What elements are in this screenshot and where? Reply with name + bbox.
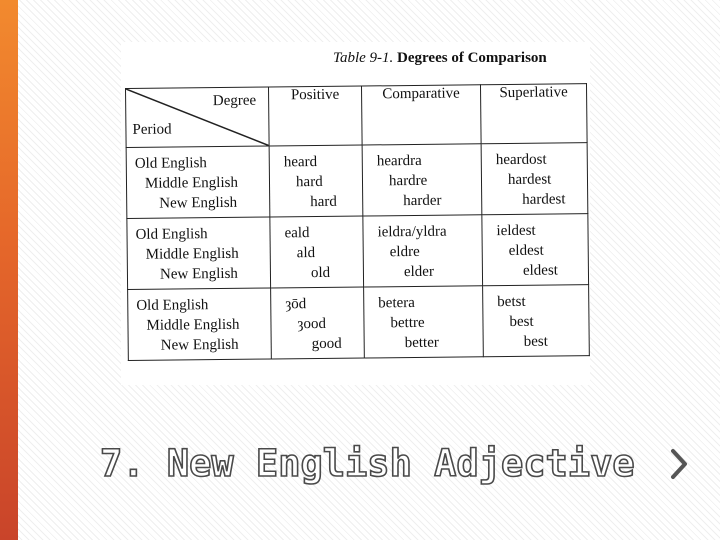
form-value: best xyxy=(523,333,548,350)
form-value: best xyxy=(509,313,534,330)
form-value: hard xyxy=(310,193,337,211)
accent-bar xyxy=(0,0,18,540)
form-value: ieldest xyxy=(496,222,536,240)
form-value: hard xyxy=(295,173,323,191)
form-value: heard xyxy=(283,153,318,171)
form-value: old xyxy=(310,264,331,282)
period-cell xyxy=(126,146,270,218)
form-value: ȝōd xyxy=(285,296,307,313)
scanned-table-image xyxy=(121,42,590,385)
form-value: hardest xyxy=(522,191,566,208)
form-value: ȝood xyxy=(297,315,327,333)
form-value: ieldra/yldra xyxy=(377,223,447,241)
superlative-cell xyxy=(481,143,588,215)
form-value: betst xyxy=(497,293,526,311)
comparison-table xyxy=(125,83,590,361)
comparative-cell xyxy=(364,286,484,358)
form-value: better xyxy=(404,334,439,352)
table-caption-label: Table 9-1. xyxy=(333,50,394,66)
form-value: harder xyxy=(403,192,442,210)
form-value: hardest xyxy=(507,171,552,188)
period-label: New English xyxy=(159,194,238,212)
table-row xyxy=(128,285,590,361)
period-label: New English xyxy=(160,336,239,354)
form-value: eald xyxy=(284,225,310,242)
superlative-cell xyxy=(482,214,589,286)
form-value: betera xyxy=(378,294,415,312)
period-label: Middle English xyxy=(145,245,239,263)
period-label: New English xyxy=(159,265,238,283)
comparative-cell xyxy=(363,215,483,287)
period-label: Old English xyxy=(134,155,207,172)
table-row xyxy=(127,214,589,290)
superlative-cell xyxy=(483,285,590,357)
form-value: eldest xyxy=(522,262,559,279)
column-header-superlative: Superlative xyxy=(480,84,587,144)
period-label: Old English xyxy=(135,226,208,243)
form-value: eldest xyxy=(508,242,544,259)
period-label: Old English xyxy=(136,297,209,314)
comparative-cell xyxy=(362,144,482,216)
form-value: ald xyxy=(296,245,316,262)
column-header-positive: Positive xyxy=(268,86,362,146)
form-value: hardre xyxy=(388,172,428,190)
corner-period-label: Period xyxy=(132,121,172,138)
chevron-right-icon[interactable] xyxy=(664,446,694,482)
form-value: heardra xyxy=(376,152,422,170)
table-caption-title: Degrees of Comparison xyxy=(397,50,547,66)
form-value: good xyxy=(311,335,342,353)
table-row xyxy=(126,143,588,219)
form-value: elder xyxy=(403,263,435,281)
corner-cell xyxy=(126,87,270,147)
positive-cell xyxy=(270,216,364,288)
positive-cell xyxy=(271,287,365,359)
slide-title: 7. New English Adjective xyxy=(100,442,635,485)
form-value: heardost xyxy=(495,151,547,169)
form-value: eldre xyxy=(389,243,420,261)
period-cell xyxy=(128,288,272,360)
period-cell xyxy=(127,217,271,289)
corner-degree-label: Degree xyxy=(212,92,257,110)
period-label: Middle English xyxy=(144,174,239,192)
table-caption xyxy=(333,50,547,67)
table-header-row xyxy=(126,84,588,148)
positive-cell xyxy=(269,145,363,217)
form-value: bettre xyxy=(390,314,425,332)
column-header-comparative: Comparative xyxy=(361,85,481,145)
period-label: Middle English xyxy=(146,316,240,334)
